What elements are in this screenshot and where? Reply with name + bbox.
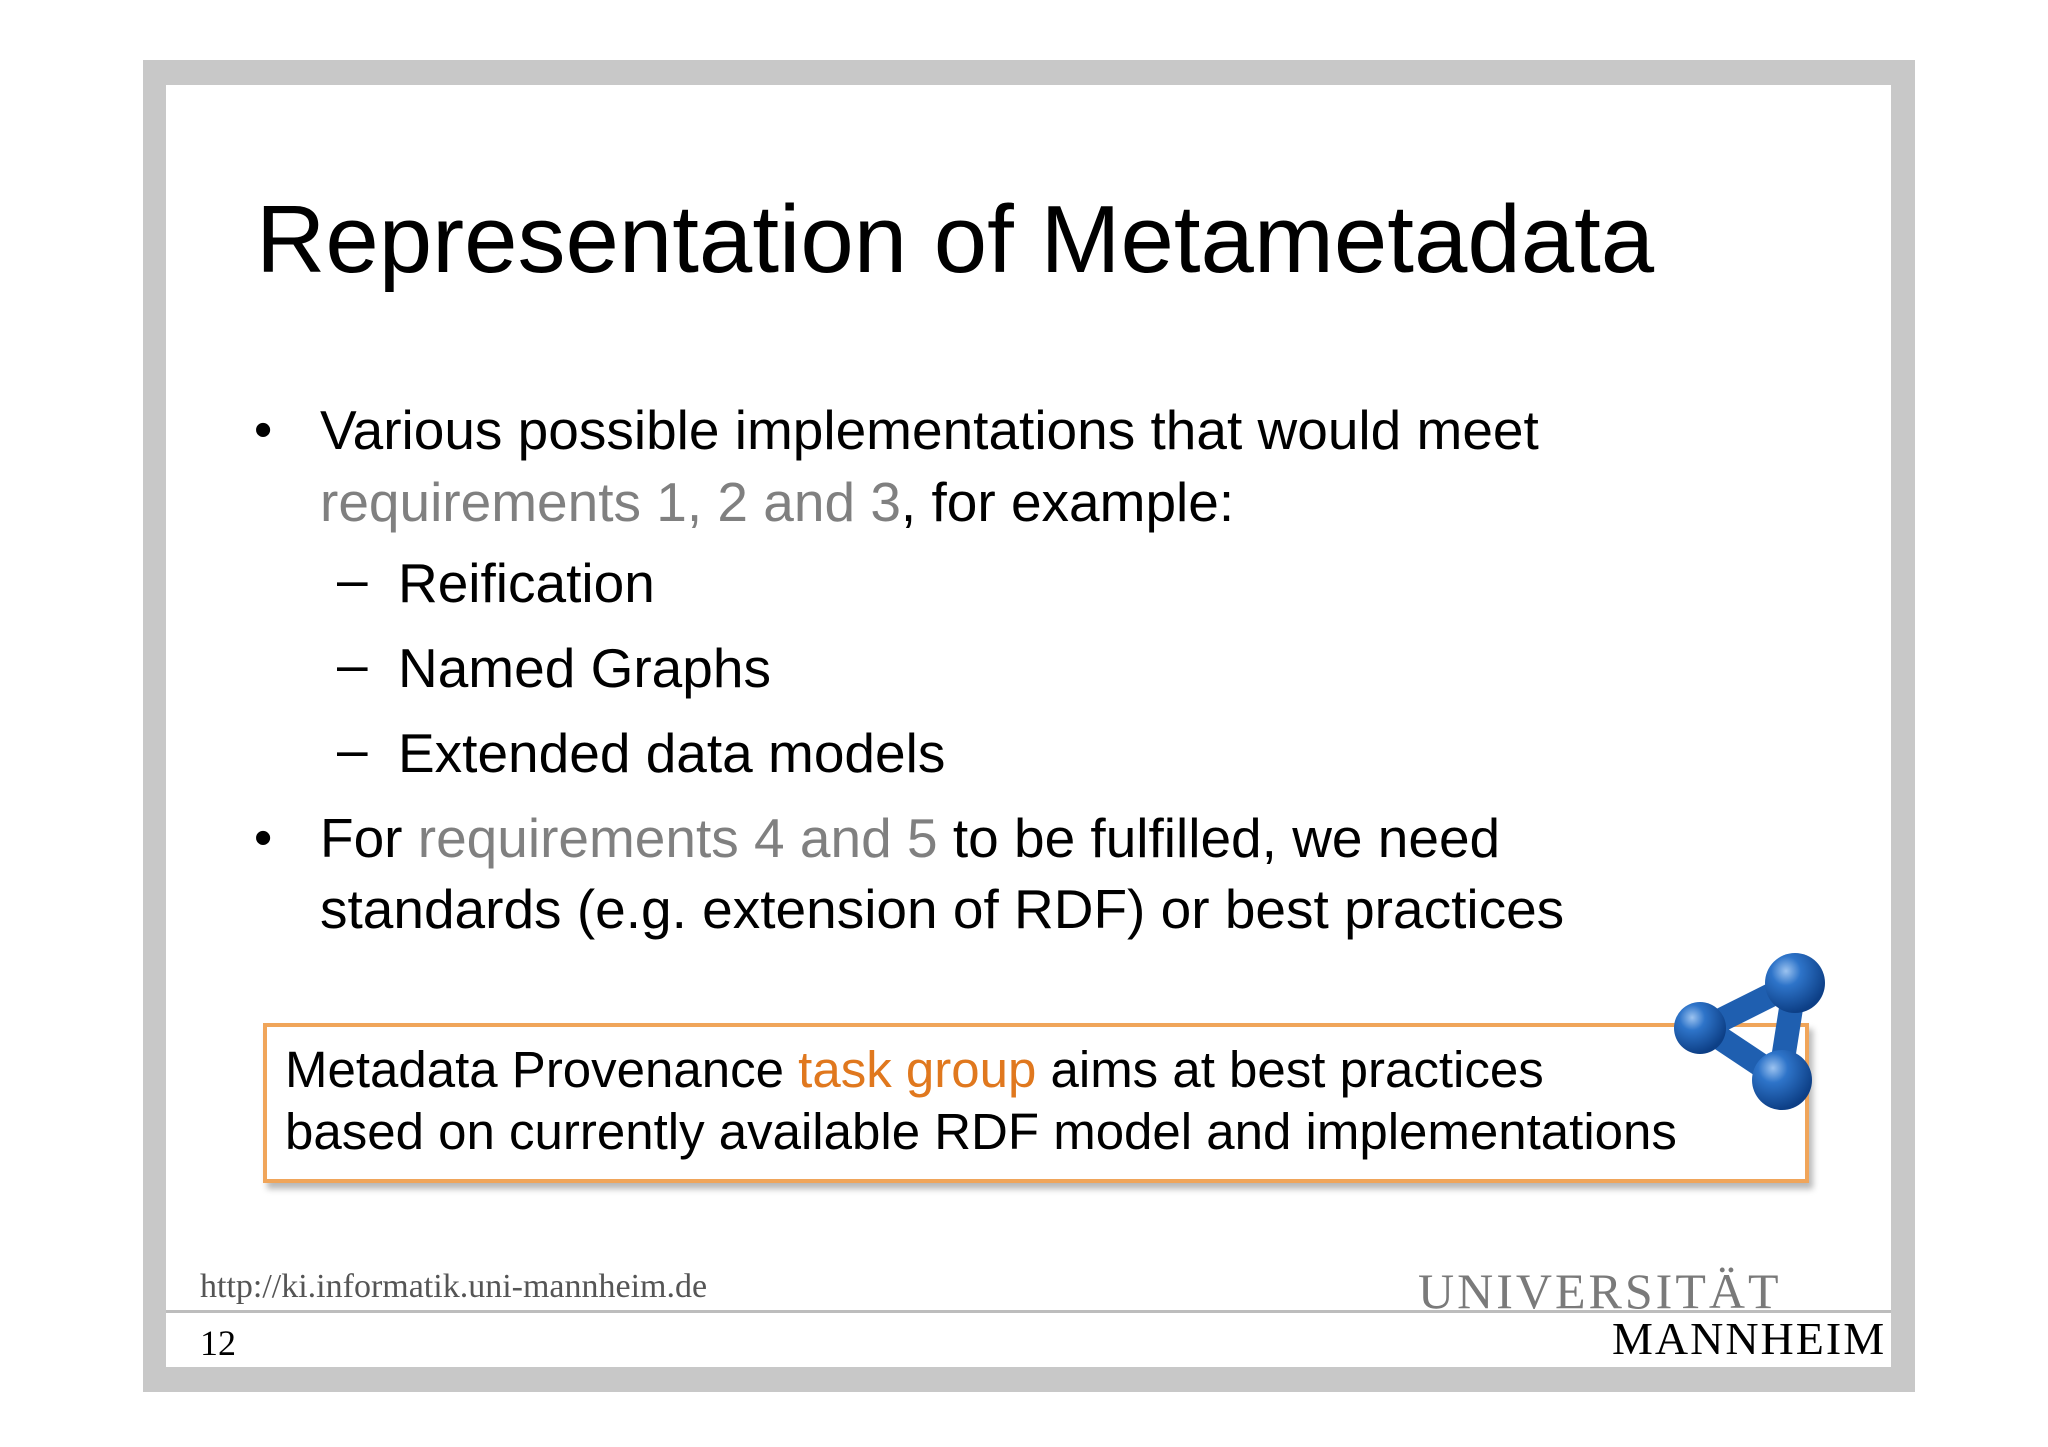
bullet1-line1: Various possible implementations that would meet bbox=[320, 399, 1539, 461]
subitem-reification: Reification bbox=[398, 552, 655, 614]
bullet2-line1 bbox=[320, 802, 1500, 874]
bullet2-pre-text: For bbox=[320, 807, 418, 869]
callout-rest-text: aims at best practices bbox=[1036, 1041, 1544, 1098]
callout-pre-text: Metadata Provenance bbox=[285, 1041, 799, 1098]
callout-line2: based on currently available RDF model and implementations bbox=[285, 1103, 1677, 1160]
bullet2-gray-text: requirements 4 and 5 bbox=[417, 807, 938, 869]
bullet-marker: • bbox=[254, 809, 273, 867]
callout-line1 bbox=[285, 1039, 1544, 1101]
dash-marker: – bbox=[337, 633, 368, 695]
semantic-web-molecule-icon bbox=[1660, 948, 1830, 1118]
footer-url: http://ki.informatik.uni-mannheim.de bbox=[200, 1268, 708, 1305]
university-logo-line2: MANNHEIM bbox=[1612, 1313, 1887, 1364]
bullet-marker: • bbox=[254, 401, 273, 459]
bullet1-gray-text: requirements 1, 2 and 3 bbox=[320, 471, 901, 533]
bullet2-rest-text: to be fulfilled, we need bbox=[937, 807, 1501, 869]
slide-title: Representation of Metametadata bbox=[256, 186, 1655, 293]
callout-task-group-text: task group bbox=[798, 1041, 1037, 1098]
university-logo-line1: UNIVERSITÄT bbox=[1418, 1263, 1782, 1319]
subitem-extended-data-models: Extended data models bbox=[398, 722, 946, 784]
bullet1-line2 bbox=[320, 466, 1234, 538]
subitem-named-graphs: Named Graphs bbox=[398, 637, 771, 699]
bullet1-rest-text: , for example: bbox=[900, 471, 1235, 533]
callout-box bbox=[263, 1023, 1809, 1183]
dash-marker: – bbox=[337, 548, 368, 610]
page-number: 12 bbox=[200, 1323, 236, 1363]
dash-marker: – bbox=[337, 718, 368, 780]
bullet2-line2: standards (e.g. extension of RDF) or best practices bbox=[320, 878, 1565, 940]
